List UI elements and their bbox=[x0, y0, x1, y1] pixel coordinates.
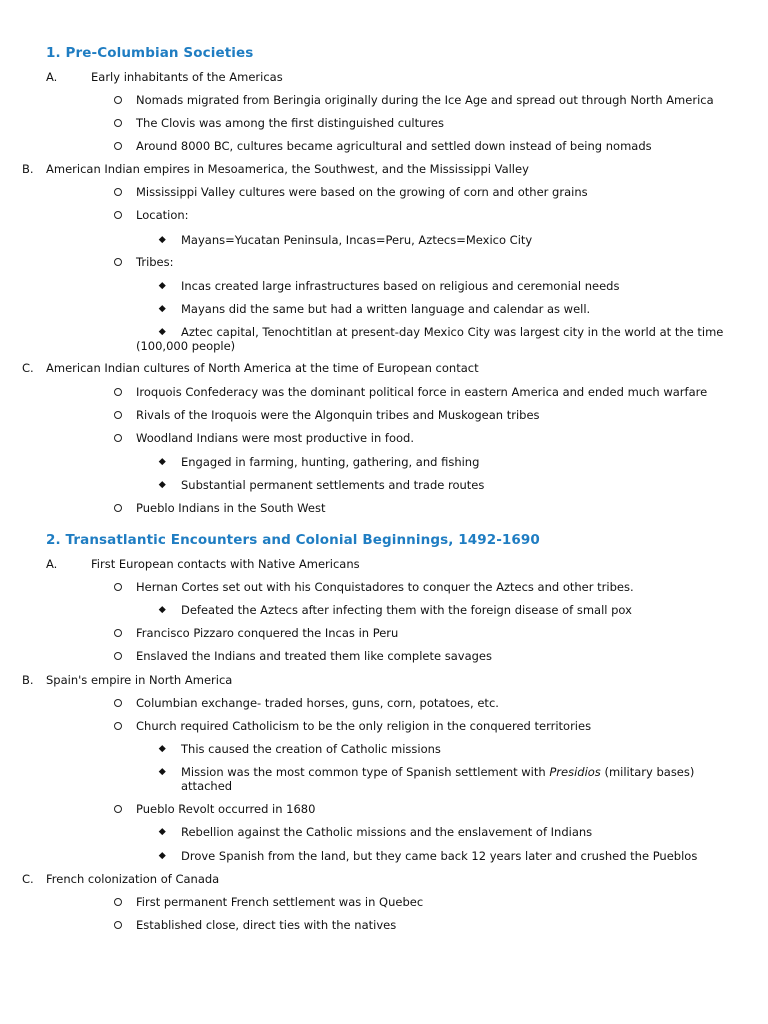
presidios-term: Presidios bbox=[549, 765, 601, 779]
list-item: Francisco Pizzaro conquered the Incas in Peru bbox=[136, 626, 399, 640]
diamond-bullet-icon bbox=[159, 828, 165, 834]
outline-item-c: French colonization of Canada bbox=[46, 872, 220, 886]
sub-list-item: This caused the creation of Catholic missions bbox=[181, 742, 441, 756]
sub-list-item bbox=[181, 765, 694, 779]
list-item: Around 8000 BC, cultures became agricultural and settled down instead of being nomads bbox=[136, 139, 652, 153]
circle-bullet-icon bbox=[114, 258, 122, 266]
sub-list-item: Drove Spanish from the land, but they came back 12 years later and crushed the Pueblos bbox=[181, 849, 698, 863]
outline-marker-a: A. bbox=[46, 70, 58, 84]
list-item: Columbian exchange- traded horses, guns, corn, potatoes, etc. bbox=[136, 696, 499, 710]
diamond-bullet-icon bbox=[159, 236, 165, 242]
outline-marker-a: A. bbox=[46, 557, 58, 571]
circle-bullet-icon bbox=[114, 434, 122, 442]
circle-bullet-icon bbox=[114, 504, 122, 512]
circle-bullet-icon bbox=[114, 699, 122, 707]
diamond-bullet-icon bbox=[159, 282, 165, 288]
circle-bullet-icon bbox=[114, 652, 122, 660]
circle-bullet-icon bbox=[114, 119, 122, 127]
circle-bullet-icon bbox=[114, 188, 122, 196]
list-item: Established close, direct ties with the natives bbox=[136, 918, 397, 932]
circle-bullet-icon bbox=[114, 898, 122, 906]
circle-bullet-icon bbox=[114, 805, 122, 813]
sub-list-item: Defeated the Aztecs after infecting them with the foreign disease of small pox bbox=[181, 603, 632, 617]
diamond-bullet-icon bbox=[159, 481, 165, 487]
sub-list-item: Engaged in farming, hunting, gathering, and fishing bbox=[181, 455, 480, 469]
section-heading-2: 2. Transatlantic Encounters and Colonial Beginnings, 1492-1690 bbox=[46, 532, 540, 548]
list-item: Nomads migrated from Beringia originally during the Ice Age and spread out through North America bbox=[136, 93, 714, 107]
list-item: Mississippi Valley cultures were based on the growing of corn and other grains bbox=[136, 185, 588, 199]
sub-list-item: Aztec capital, Tenochtitlan at present-day Mexico City was largest city in the world at the time bbox=[181, 325, 724, 339]
outline-item-c: American Indian cultures of North America at the time of European contact bbox=[46, 361, 479, 375]
diamond-bullet-icon bbox=[159, 606, 165, 612]
sub-list-item: Rebellion against the Catholic missions and the enslavement of Indians bbox=[181, 825, 593, 839]
diamond-bullet-icon bbox=[159, 852, 165, 858]
circle-bullet-icon bbox=[114, 411, 122, 419]
circle-bullet-icon bbox=[114, 629, 122, 637]
list-item: Tribes: bbox=[136, 255, 174, 269]
circle-bullet-icon bbox=[114, 722, 122, 730]
list-item: Location: bbox=[136, 208, 189, 222]
list-item: Pueblo Revolt occurred in 1680 bbox=[136, 802, 316, 816]
outline-marker-b: B. bbox=[22, 673, 34, 687]
sub-list-item-continuation: attached bbox=[181, 779, 233, 793]
circle-bullet-icon bbox=[114, 921, 122, 929]
mission-text-start: Mission was the most common type of Spanish settlement with bbox=[181, 765, 550, 779]
outline-marker-c: C. bbox=[22, 361, 34, 375]
outline-item-b: Spain's empire in North America bbox=[46, 673, 233, 687]
list-item: Church required Catholicism to be the only religion in the conquered territories bbox=[136, 719, 592, 733]
circle-bullet-icon bbox=[114, 388, 122, 396]
list-item: Enslaved the Indians and treated them like complete savages bbox=[136, 649, 492, 663]
circle-bullet-icon bbox=[114, 96, 122, 104]
list-item: Hernan Cortes set out with his Conquistadores to conquer the Aztecs and other tribes. bbox=[136, 580, 634, 594]
outline-marker-b: B. bbox=[22, 162, 34, 176]
list-item: The Clovis was among the first distinguished cultures bbox=[136, 116, 444, 130]
section-heading-1: 1. Pre-Columbian Societies bbox=[46, 45, 254, 61]
outline-item-b: American Indian empires in Mesoamerica, the Southwest, and the Mississippi Valley bbox=[46, 162, 529, 176]
sub-list-item: Substantial permanent settlements and trade routes bbox=[181, 478, 485, 492]
outline-item-a: Early inhabitants of the Americas bbox=[91, 70, 283, 84]
outline-marker-c: C. bbox=[22, 872, 34, 886]
sub-list-item: Mayans=Yucatan Peninsula, Incas=Peru, Aztecs=Mexico City bbox=[181, 233, 533, 247]
diamond-bullet-icon bbox=[159, 745, 165, 751]
list-item: First permanent French settlement was in Quebec bbox=[136, 895, 424, 909]
circle-bullet-icon bbox=[114, 583, 122, 591]
sub-list-item: Incas created large infrastructures based on religious and ceremonial needs bbox=[181, 279, 620, 293]
diamond-bullet-icon bbox=[159, 768, 165, 774]
list-item: Woodland Indians were most productive in food. bbox=[136, 431, 414, 445]
circle-bullet-icon bbox=[114, 211, 122, 219]
diamond-bullet-icon bbox=[159, 328, 165, 334]
diamond-bullet-icon bbox=[159, 305, 165, 311]
list-item: Rivals of the Iroquois were the Algonquin tribes and Muskogean tribes bbox=[136, 408, 540, 422]
outline-item-a: First European contacts with Native Americans bbox=[91, 557, 360, 571]
mission-text-end: (military bases) bbox=[600, 765, 695, 779]
list-item: Pueblo Indians in the South West bbox=[136, 501, 326, 515]
diamond-bullet-icon bbox=[159, 458, 165, 464]
list-item: Iroquois Confederacy was the dominant political force in eastern America and ended much warfare bbox=[136, 385, 708, 399]
sub-list-item-continuation: (100,000 people) bbox=[136, 339, 236, 353]
sub-list-item: Mayans did the same but had a written language and calendar as well. bbox=[181, 302, 591, 316]
circle-bullet-icon bbox=[114, 142, 122, 150]
